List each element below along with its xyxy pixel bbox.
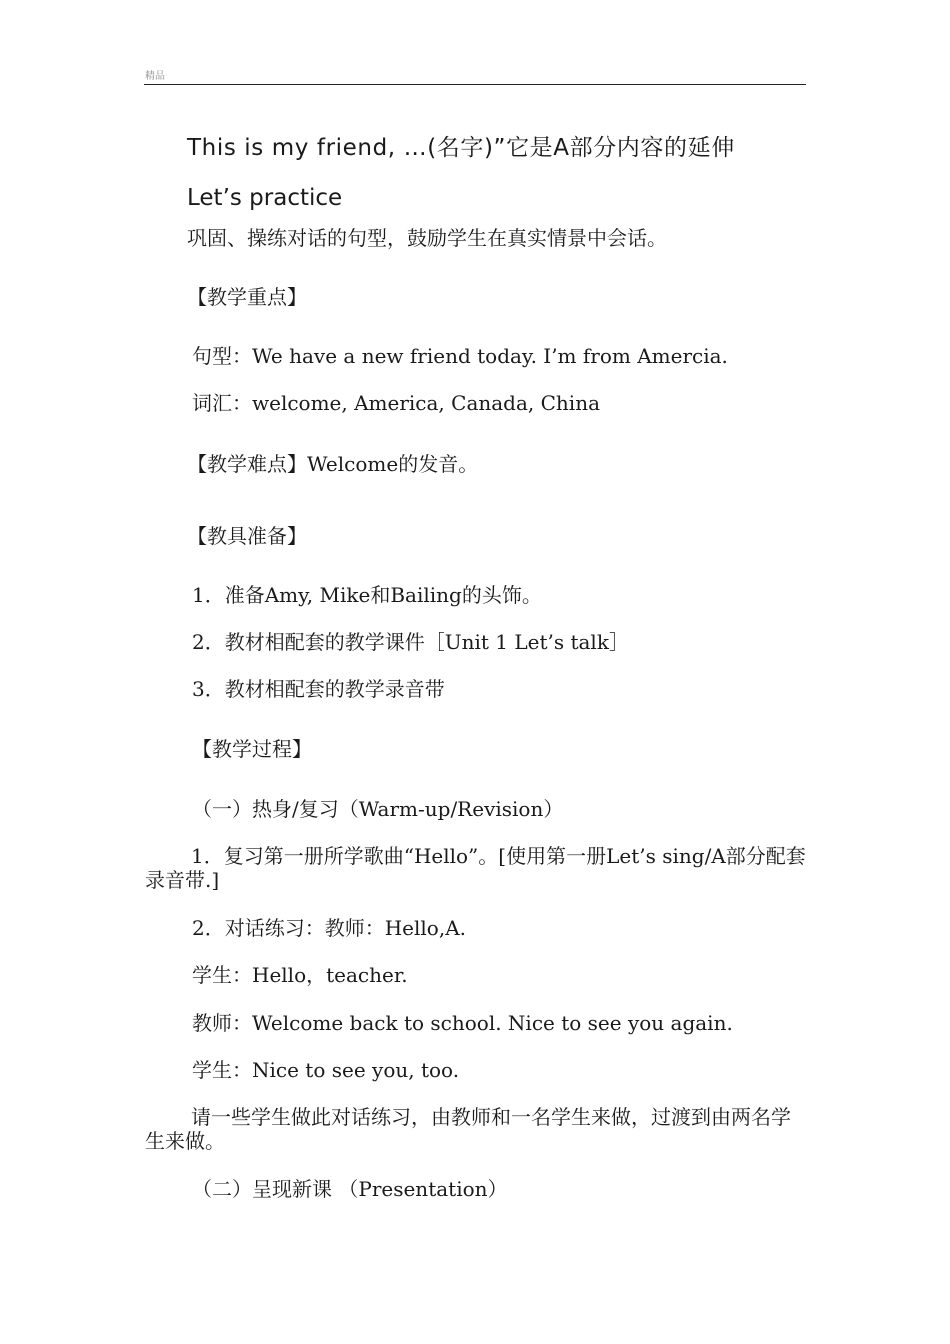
text-line: 学生：Hello，teacher. xyxy=(192,963,408,987)
header-rule xyxy=(144,84,806,85)
subsection-heading: （二）呈现新课 （Presentation） xyxy=(192,1177,508,1201)
section-heading: 【教学重点】 xyxy=(187,285,307,309)
text-line: 教师：Welcome back to school. Nice to see you again. xyxy=(192,1011,733,1035)
list-item: 3．教材相配套的教学录音带 xyxy=(192,677,445,701)
text-line: Let’s practice xyxy=(187,185,343,211)
section-heading: 【教具准备】 xyxy=(187,524,307,548)
text-line: 句型：We have a new friend today. I’m from Amercia. xyxy=(192,344,728,368)
header-label: 精品 xyxy=(145,71,165,82)
section-heading: 【教学过程】 xyxy=(192,737,312,761)
list-item: 1．准备Amy, Mike和Bailing的头饰。 xyxy=(192,583,542,607)
subsection-heading: （一）热身/复习（Warm-up/Revision） xyxy=(192,797,564,821)
paragraph: 请一些学生做此对话练习，由教师和一名学生来做，过渡到由两名学生来做。 xyxy=(145,1105,791,1153)
text-line: This is my friend, …(名字)”它是A部分内容的延伸 xyxy=(187,135,735,161)
section-heading: 【教学难点】Welcome的发音。 xyxy=(187,452,479,476)
paragraph: 1．复习第一册所学歌曲“Hello”。[使用第一册Let’s sing/A部分配套录音带.] xyxy=(145,844,806,892)
text-line: 词汇：welcome, America, Canada, China xyxy=(192,391,601,415)
text-line: 巩固、操练对话的句型，鼓励学生在真实情景中会话。 xyxy=(187,226,667,250)
text-line: 学生：Nice to see you, too. xyxy=(192,1058,460,1082)
text-line: 2．对话练习：教师：Hello,A. xyxy=(192,916,466,940)
list-item: 2．教材相配套的教学课件［Unit 1 Let’s talk］ xyxy=(192,630,629,654)
